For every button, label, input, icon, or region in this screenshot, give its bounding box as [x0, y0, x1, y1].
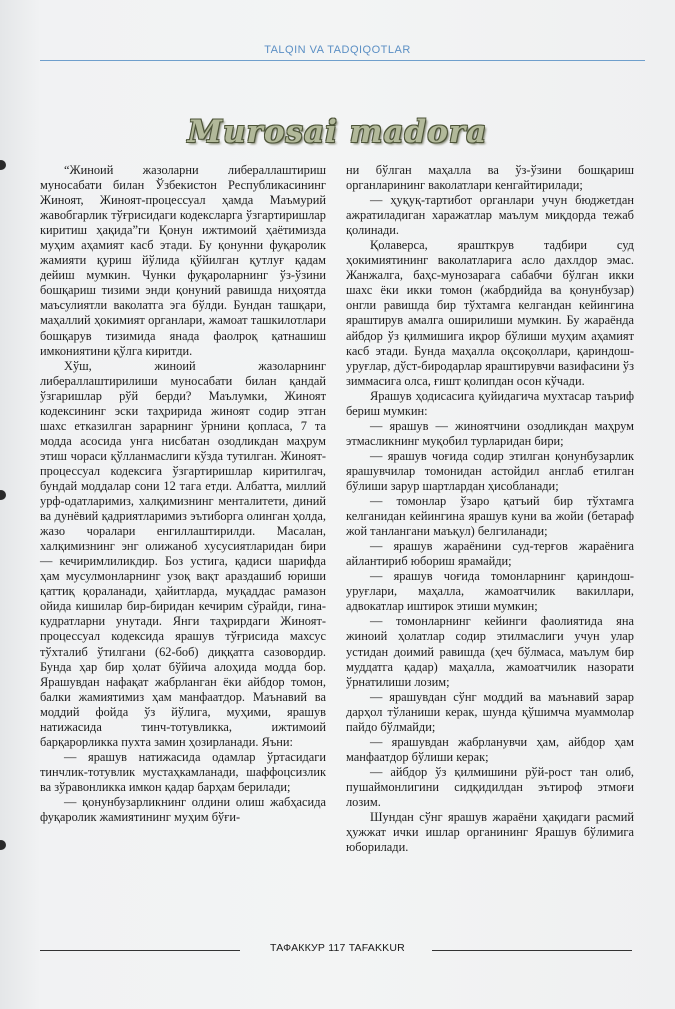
paragraph: ни бўлган маҳалла ва ўз-ўзини бошқариш органларининг ваколатлари кенгайтирилади;	[346, 163, 634, 193]
paragraph: Ярашув ҳодисасига қуйидагича мухтасар таъриф бериш мумкин:	[346, 388, 634, 418]
paragraph: Қолаверса, ярашткрув тадбири суд ҳокимиятининг ваколатларига асло дахлдор эмас. Жанжалга, баҳс-мунозарага сабабчи бўлган икки шахс ёки икки томон (жабрдийда ва қонунбузар) онгли равишда бир тўхтамга келгандан кейингина яраштирув амалга оширилиши мумкин. Бу жараёнда айбдор ўз қилмишига иқрор бўлиши муҳим аҳамият касб этади. Бунда маҳалла оқсоқоллари, қариндош-уруғлар, дўст-биродарлар яраштирувчи вазифасини ўз зиммасига олса, ғишт қолипдан осон кўчади.	[346, 238, 634, 388]
paragraph: — томонларнинг кейинги фаолиятида яна жиноий ҳолатлар содир этилмаслиги учун улар устидан доимий равишда (ҳеч бўлмаса, маълум бир муддатга қадар) маҳалла, жамоатчилик назорати ўрнатилиши лозим;	[346, 614, 634, 689]
paragraph: — ярашув — жиноятчини озодликдан маҳрум этмасликнинг муқобил турларидан бири;	[346, 418, 634, 448]
paragraph: — ярашув чоғида содир этилган қонунбузарлик ярашувчилар томонидан астойдил англаб етилган бўлиши зарур шартлардан ҳисобланади;	[346, 448, 634, 493]
paragraph: Шундан сўнг ярашув жараёни ҳақидаги расмий ҳужжат ички ишлар органининг Ярашув бўлимига юборилади.	[346, 810, 634, 855]
paragraph: — ярашувдан жабрланувчи ҳам, айбдор ҳам манфаатдор бўлиши керак;	[346, 734, 634, 764]
paragraph: — ҳуқуқ-тартибот органлари учун бюджетдан ажратиладиган харажатлар маълум миқдорда тежаб қолинади.	[346, 193, 634, 238]
paragraph: — ярашув жараёнини суд-терғов жараёнига айлантириб юбориш ярамайди;	[346, 539, 634, 569]
paragraph: — айбдор ўз қилмишини рўй-рост тан олиб, пушаймонлигини сидқидилдан эътироф этмоғи лозим.	[346, 764, 634, 809]
left-column	[40, 163, 326, 825]
page-folio: ТАФАККУР 117 TAFAKKUR	[270, 942, 405, 954]
paragraph: — ярашувдан сўнг моддий ва маънавий зарар дарҳол тўланиши керак, шунда қўшимча муаммолар пайдо бўлмайди;	[346, 689, 634, 734]
paragraph: — ярашув натижасида одамлар ўртасидаги тинчлик-тотувлик мустаҳкамланади, шаффоцсизлик ва зўравонликка имкон қадар барҳам берилади;	[40, 749, 326, 794]
right-column	[346, 163, 634, 855]
binding-hole	[0, 490, 6, 500]
paragraph: — қонунбузарликнинг олдини олиш жабҳасида фуқаролик жамиятининг муҳим бўғи-	[40, 794, 326, 825]
paragraph: — ярашув чоғида томонларнинг қариндош-уруғлари, маҳалла, жамоатчилик вакиллари, адвокатлар иштирок этиши мумкин;	[346, 569, 634, 614]
running-header: TALQIN VA TADQIQOTLAR	[264, 44, 411, 56]
binding-hole	[0, 840, 6, 850]
paragraph: “Жиноий жазоларни либераллаштириш муносабати билан Ўзбекистон Республикасининг Жиноят, Жиноят-процессуал ҳамда Маъмурий жавобгарлик тўғрисидаги кодексларга ўзгартиришлар киритиш ҳақида”ги Қонун ижтимоий ҳаётимизда муҳим аҳамият касб этади. Бу қонунни фуқаролик жамияти қуриш йўлида қўйилган қутлуғ қадам дейиш мумкин. Чунки фуқароларнинг ўз-ўзини бошқариш тизими энди қонуний равишда ниҳоятда маъсулиятли ваколатга эга бўлди. Бундан ташқари, маҳаллий ҳокимият органлари, жамоат ташкилотлари бошқарув тизимида янада фаолроқ қатнашиш имкониятини қўлга киритди.	[40, 163, 326, 358]
paragraph: Хўш, жиноий жазоларнинг либераллаштирилиши муносабати билан қандай ўзгаришлар рўй берди? Маълумки, Жиноят кодексининг эски таҳририда жиноят содир этган шахс етказилган зарарнинг ўрнини қопласа, 7 та модда асосида унга нисбатан озодликдан маҳрум этиш чораси қўлланмаслиги кўзда тутилган. Жиноят-процессуал кодексига ўзгартиришлар киритилгач, бундай моддалар сони 12 тага етди. Албатта, миллий урф-одатларимиз, халқимизнинг менталитети, диний ва дунёвий қадриятларимиз эътиборга олинган ҳолда, жазо чоралари енгиллаштирилди. Масалан, халқимизнинг энг олижаноб хусусиятларидан бири — кечиримлиликдир. Боз устига, қадиси шарифда ҳам мусулмонларнинг узоқ вақт араздашиб юриши қаттиқ қораланади, ҳайитларда, муқаддас рамазон ойида кишилар бир-биридан кечирим сўрайди, гина-кудратларни унутади. Янги таҳрирдаги Жиноят-процессуал кодексида ярашув тўғрисида махсус тўхталиб ўтилгани (62-боб) диққатга сазовордир. Бунда ҳар бир ҳолат бўйича алоҳида модда бор. Ярашувдан нафақат жабрланган ёки айбдор томон, балки жамиятимиз ҳам манфаатдор. Маънавий ва моддий фойда ўз йўлига, муҳими, ярашув натижасида тинч-тотувликка, ижтимоий барқарорликка пухта замин ҳозирланади. Яъни:	[40, 358, 326, 749]
header-rule	[40, 60, 645, 61]
paragraph: — томонлар ўзаро қатъий бир тўхтамга келганидан кейингина ярашув куни ва жойи (бетараф жой танлангани маъқул) белгиланади;	[346, 494, 634, 539]
footer-rule-right	[432, 950, 632, 951]
article-title: Murosai madora	[187, 114, 488, 150]
binding-hole	[0, 160, 6, 170]
